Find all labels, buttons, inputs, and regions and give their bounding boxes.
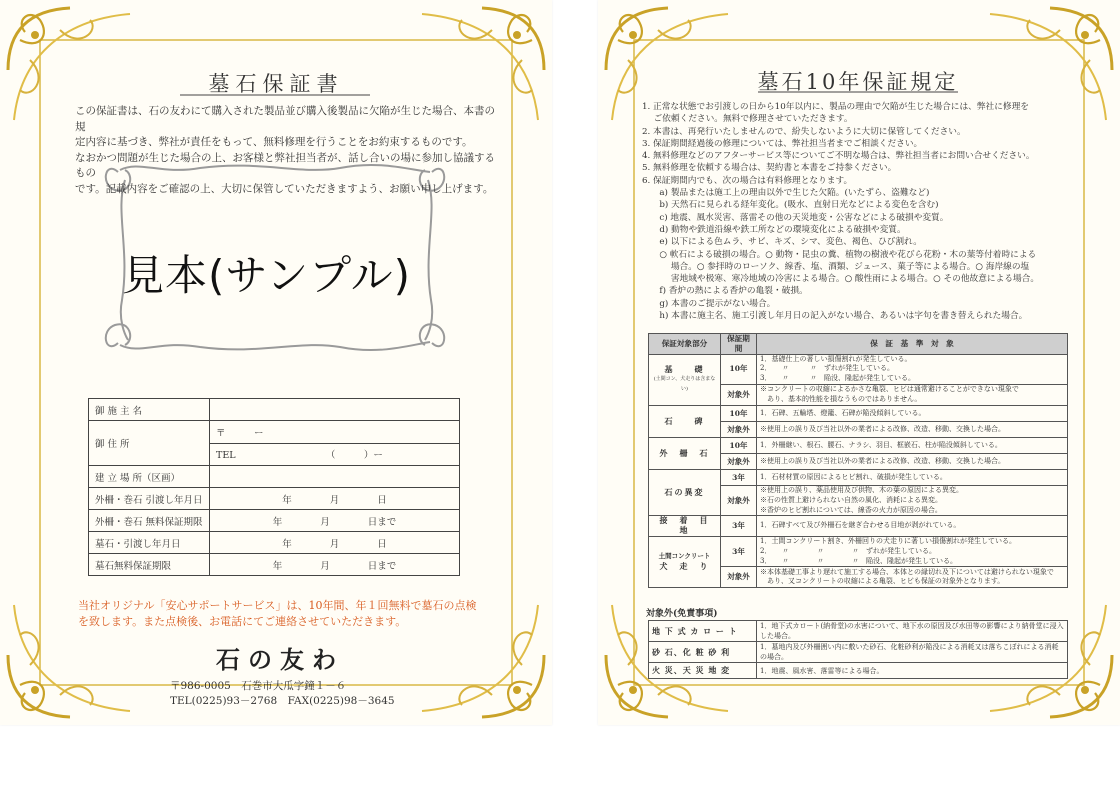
coverage-text: 1．石材材質の原因によるヒビ割れ、破損が発生している。 [757,469,1068,485]
form-row [89,466,460,488]
form-label: 御 住 所 [89,421,210,466]
exemption-table [648,620,1068,679]
fence-warranty-field[interactable]: 年 月 日まで [210,510,460,532]
intro-paragraph [75,104,495,197]
exempt-item: 地 下 式 カ ロ ー ト [649,621,757,642]
notice-line: 当社オリジナル「安心サポートサービス」は、10年間、年１回無料で墓石の点検 [78,599,477,612]
coverage-category: 石 碑 [649,405,721,437]
warranty-rules-page [598,0,1120,725]
rule-item: 5. 無料修理を依頼する場合は、契約書と本書をご持参ください。 [642,163,897,174]
exempt-title: 対象外(免責事項) [646,609,718,619]
plot-location-field[interactable] [210,466,460,488]
table-row [649,663,1068,679]
rule-item: 4. 無料修理などのアフターサービス等についてご不明な場合は、弊社担当者にお問い合せください。 [642,151,1035,162]
category-note: 犬 走 り [659,561,710,572]
coverage-period: 対象外 [721,384,757,405]
table-row [649,516,1068,537]
support-notice [78,598,488,630]
stone-delivery-date-field[interactable]: 年 月 日 [210,532,460,554]
coverage-period: 3年 [721,469,757,485]
form-label: 墓石無料保証期限 [89,554,210,576]
table-row [649,405,1068,421]
form-row [89,488,460,510]
coverage-period: 3年 [721,516,757,537]
form-label: 外柵・巻石 無料保証期限 [89,510,210,532]
rule-item: c) 地震、風水災害、落雷その他の天災地変・公害などによる破損や変質。 [642,212,949,223]
coverage-period: 10年 [721,437,757,453]
coverage-period: 対象外 [721,485,757,515]
coverage-period: 対象外 [721,453,757,469]
address-line: TEL(0225)93－2768 FAX(0225)98－3645 [170,695,395,707]
form-row [89,554,460,576]
intro-line: です。記載内容をご確認の上、大切に保管していただきますよう、お願い申し上げます。 [75,182,494,195]
coverage-category [649,536,721,587]
category-note: (土間コン、犬走りは含まない) [653,375,716,392]
phone-field[interactable]: TEL （ ）ー [210,443,460,466]
coverage-period: 対象外 [721,421,757,437]
rule-item: 1. 正常な状態でお引渡しの日から10年以内に、製品の理由で欠陥が生じた場合には、弊社に修理を [642,102,1029,112]
warranty-rules-list [642,101,1092,322]
coverage-text: 1．基礎仕上の著しい損傷割れが発生している。 2． 〃 〃 ずれが発生している。 3． 〃 〃 陥没、隆起が発生している。 [757,354,1068,384]
rule-item: a) 製品または施工上の理由以外で生じた欠陥。(いたずら、盗難など) [642,188,930,199]
table-row [649,469,1068,485]
exempt-item: 砂 石、化 粧 砂 利 [649,642,757,663]
owner-form [88,398,460,576]
table-header-row [649,334,1068,355]
table-row [649,621,1068,642]
table-row [649,437,1068,453]
rule-item: f) 香炉の熱による香炉の亀裂・破損。 [642,286,808,297]
form-label: 建 立 場 所（区画） [89,466,210,488]
coverage-category: 接 着 目 地 [649,516,721,537]
exempt-text: 1．地下式カロート(納骨堂)の水害について、地下水の原因及び水田等の影響により納骨堂に浸入した場合。 [757,621,1068,642]
warranty-coverage-table [648,333,1068,588]
rule-item: g) 本書のご提示がない場合。 [642,298,776,309]
column-header: 保証対象部分 [649,334,721,355]
owner-name-field[interactable] [210,399,460,421]
coverage-text: ※使用上の誤り及び当社以外の業者による改修、改造、移動、交換した場合。 [757,421,1068,437]
coverage-period: 対象外 [721,567,757,588]
table-row [649,536,1068,566]
coverage-text: 1．土間コンクリート割き、外柵回りの犬走りに著しい損傷割れが発生している。 2． 〃 〃 〃 ずれが発生している。 3． 〃 〃 〃 陥没、隆起が発生している。 [757,536,1068,566]
coverage-period: 10年 [721,354,757,384]
coverage-text: ※本体基礎工事より遅れて施工する場合、本体との縁切れ及下については避けられない現象で あり、又コンクリートの収縮による亀裂、ヒビも保証の対象外となります。 [757,567,1068,588]
rule-item: 場合。○ 参拝時のローソク、線香、塩、酒類、ジュース、菓子等による場合。○ 海岸線の塩 [642,261,1030,272]
form-label: 外柵・巻石 引渡し年月日 [89,488,210,510]
warranty-certificate-page [0,0,552,725]
form-row [89,399,460,421]
intro-line: なおかつ問題が生じた場合の上、お客様と弊社担当者が、話し合いの場に参加し協議するもの [75,151,495,179]
rule-item: e) 以下による色ムラ、サビ、キズ、シマ、変色、褐色、ひび割れ。 [642,237,922,248]
form-label: 墓石・引渡し年月日 [89,532,210,554]
form-row [89,532,460,554]
table-row [649,354,1068,384]
postal-code-field[interactable]: 〒 ー [210,421,460,444]
category-label: 基 礎 [664,364,705,375]
intro-line: この保証書は、石の友わにて購入された製品並び購入後製品に欠陥が生じた場合、本書の規 [75,105,495,133]
coverage-text: ※使用上の誤り、薬品使用及び供物、木の葉の原因による異変。 ※石の性質上避けられない自然の風化、消耗による異変。 ※香炉のヒビ割れについては、線香の火力が原因の場合。 [757,485,1068,515]
form-row [89,421,460,444]
rule-item: ○ 軟石による破損の場合。○ 動物・昆虫の糞、植物の樹液や花びら花粉・木の葉等付着時による [642,249,1037,260]
page-title: 墓石保証書 [208,72,344,96]
rule-item: ご依頼ください。無料で修理させていただきます。 [642,114,853,125]
coverage-text: ※コンクリートの収縮によるかさな亀裂、ヒビは通常避けることができない現象で あり、基本的性能を損なうものではありません。 [757,384,1068,405]
exempt-item: 火 災、天 災 地 変 [649,663,757,679]
exempt-text: 1．墓地内及び外柵囲い内に敷いた砂石、化粧砂利が陥没による消耗又は落ちこぼれによる消耗の場合。 [757,642,1068,663]
intro-line: 定内容に基づき、弊社が責任をもって、無料修理を行うことをお約束するものです。 [75,136,473,148]
rule-item: 2. 本書は、再発行いたしませんので、紛失しないように大切に保管してください。 [642,126,966,137]
coverage-text: 1．石碑すべて及び外柵石を継ぎ合わせる目地が剥がれている。 [757,516,1068,537]
rule-item: 6. 保証期間内でも、次の場合は有料修理となります。 [642,175,853,186]
page-title: 墓石10年保証規定 [757,70,959,94]
category-label: 土間コンクリート [658,552,711,561]
coverage-text: 1．石碑、五輪塔、燈籠、石碑が陥没傾斜している。 [757,405,1068,421]
rule-item: 害地域や极寒、寒冷地域の冷害による場合。○ 酸性雨による場合。○ その他故意による場合。 [642,274,1040,285]
exempt-text: 1．地震、風水害、落雷等による場合。 [757,663,1068,679]
fence-delivery-date-field[interactable]: 年 月 日 [210,488,460,510]
stone-warranty-field[interactable]: 年 月 日まで [210,554,460,576]
address-line: 〒986-0005 石巻市大瓜字鐘１－６ [170,680,347,692]
form-row [89,510,460,532]
column-header: 保 証 基 準 対 象 [757,334,1068,355]
coverage-category: 石の異変 [649,469,721,515]
notice-line: を致します。また点検後、お電話にてご連絡させていただきます。 [78,615,407,628]
table-row [649,642,1068,663]
coverage-period: 10年 [721,405,757,421]
column-header: 保証期間 [721,334,757,355]
rule-item: d) 動物や鉄道沿線や鉄工所などの環境変化による破損や変質。 [642,224,906,235]
coverage-text: ※使用上の誤り及び当社以外の業者による改修、改造、移動、交換した場合。 [757,453,1068,469]
sample-watermark: 見本(サンプル) [122,251,411,300]
rule-item: 3. 保証期間経過後の修理については、弊社担当者までご相談ください。 [642,138,923,149]
rule-item: h) 本書に施主名、施工引渡し年月日の記入がない場合、あるいは字句を書き替えられた場合。 [642,311,1028,322]
coverage-period: 3年 [721,536,757,566]
company-logo: 石の友わ [216,645,344,674]
coverage-category: 外 柵 石 [649,437,721,469]
rule-item: b) 天然石に見られる経年変化。(吸水、直射日光などによる変色を含む) [642,200,939,211]
coverage-text: 1．外柵継い、根石、腰石、ナラシ、羽目、框嵌石、柱が陥没傾斜している。 [757,437,1068,453]
coverage-category [649,354,721,405]
company-address [170,679,395,709]
form-label: 御 施 主 名 [89,399,210,421]
